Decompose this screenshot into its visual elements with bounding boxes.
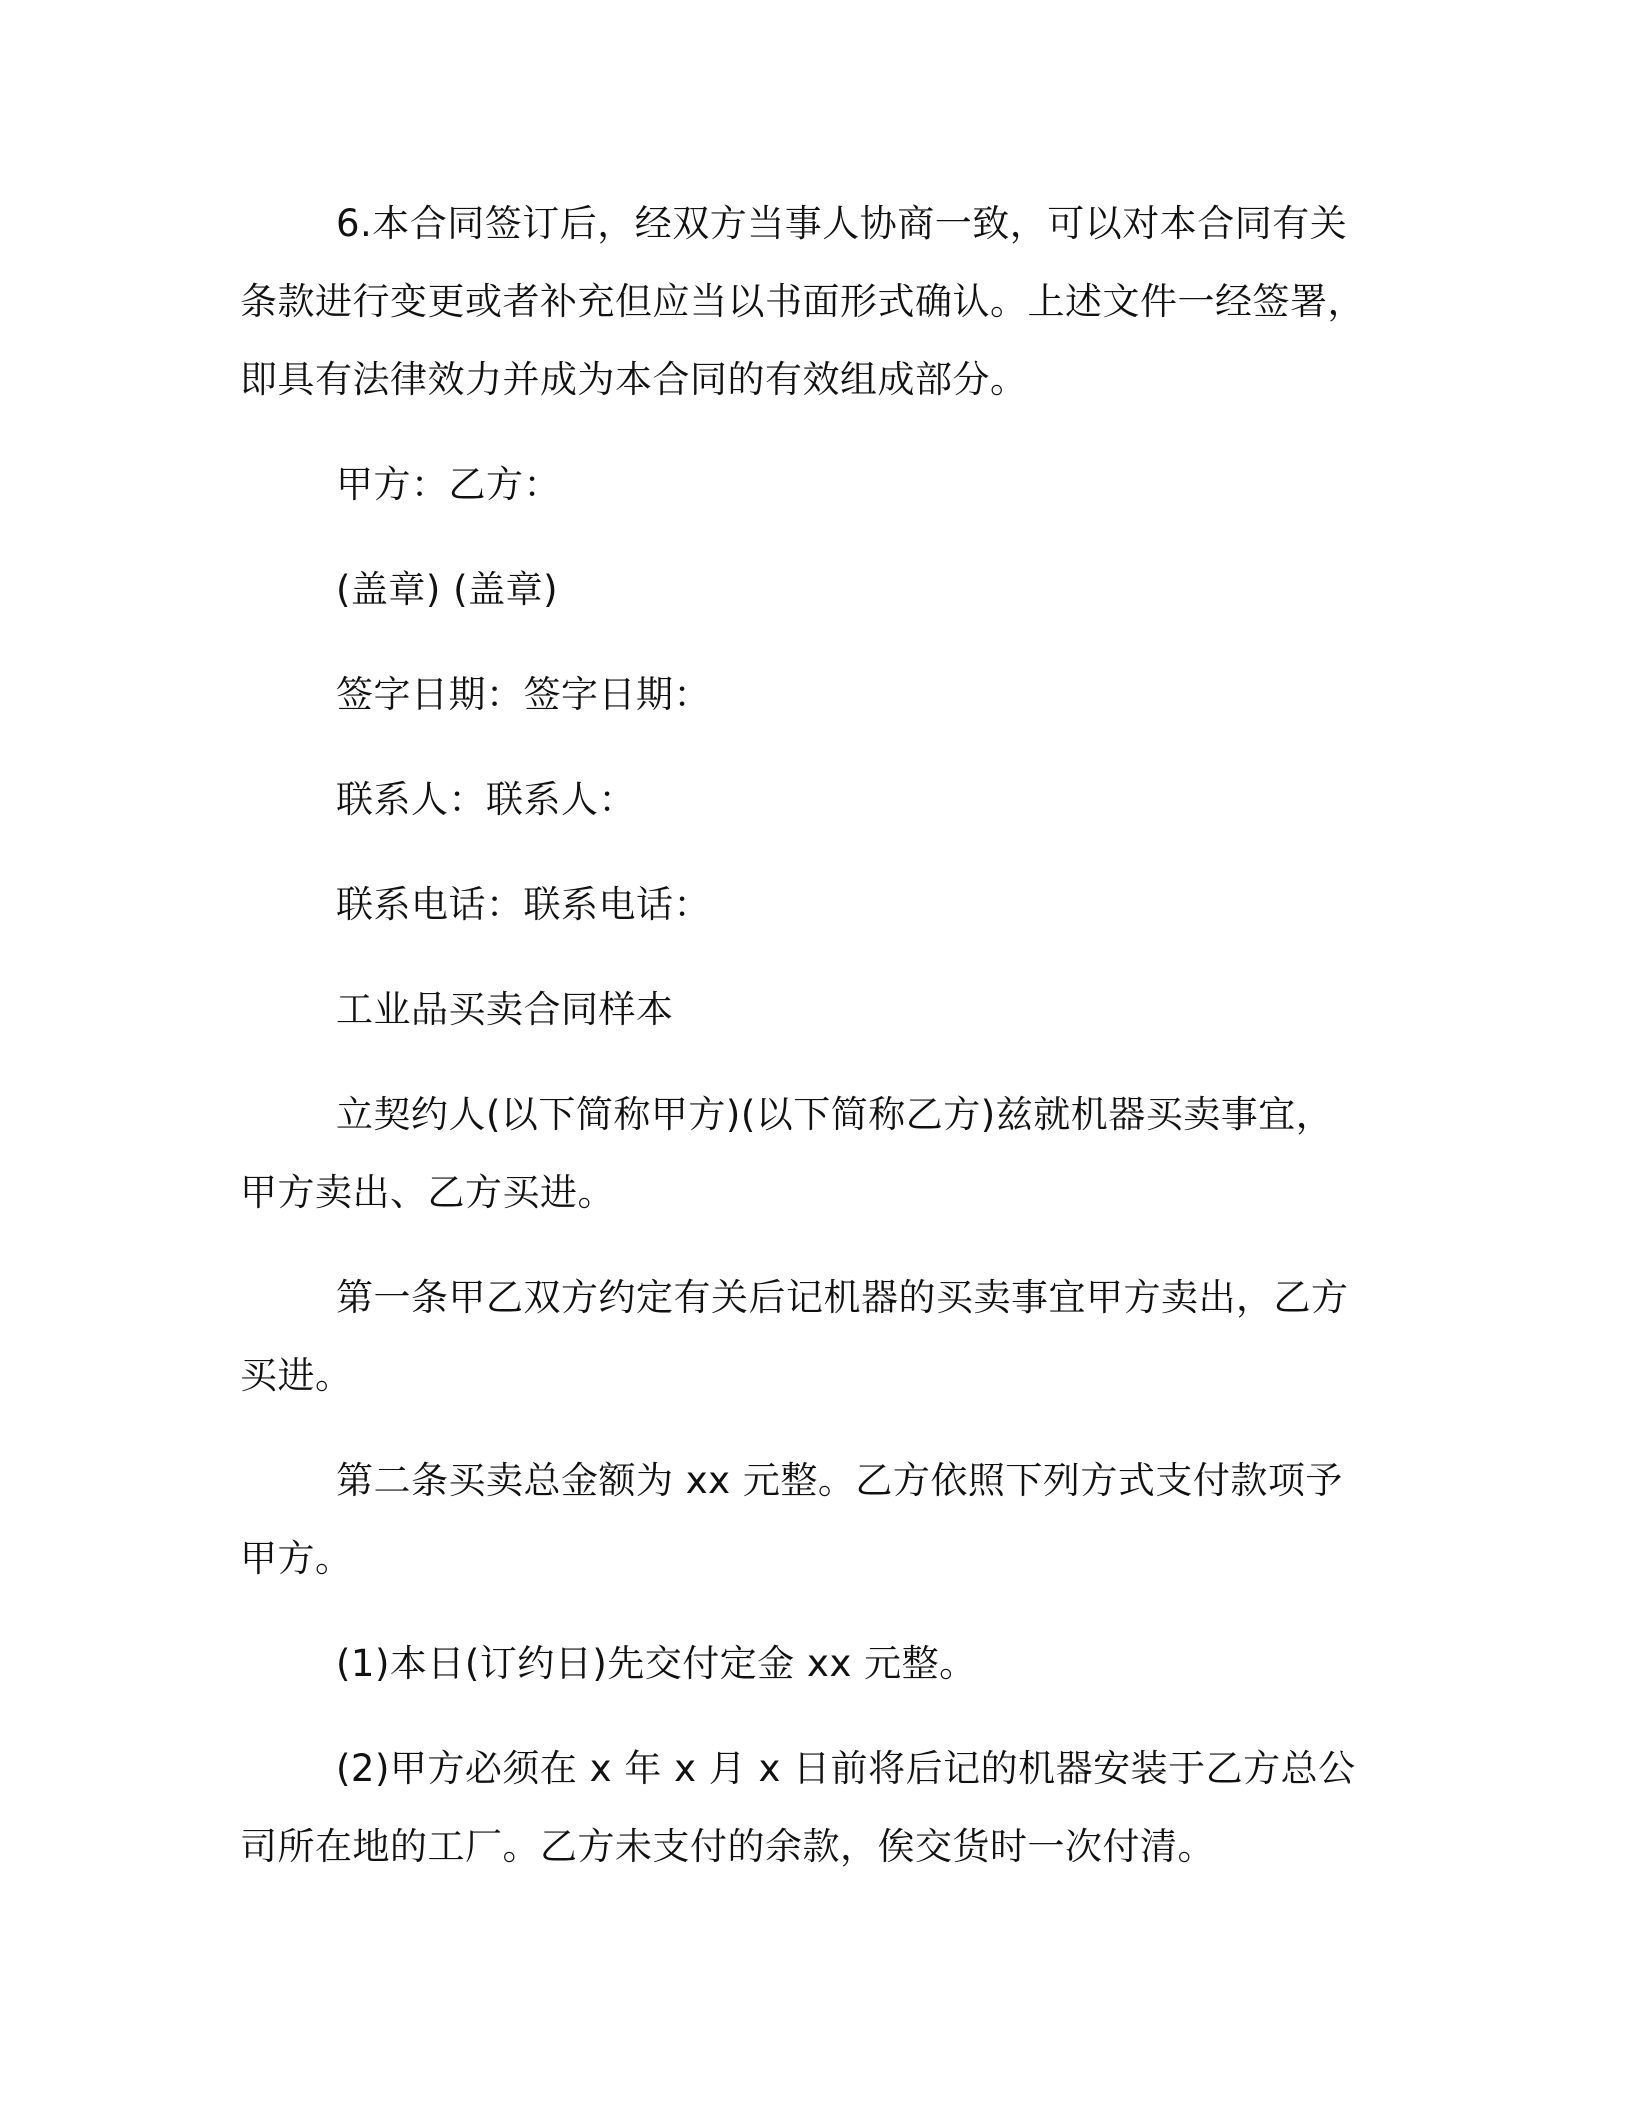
payment-item-2: (2)甲方必须在 x 年 x 月 x 日前将后记的机器安装于乙方总公司所在地的工厂。乙方未支付的余款，俟交货时一次付清。 <box>240 1747 1356 1868</box>
signing-date-line: 签字日期：签字日期： <box>336 673 711 716</box>
party-names-line: 甲方：乙方： <box>336 463 561 506</box>
payment-item-1: (1)本日(订约日)先交付定金 xx 元整。 <box>336 1642 977 1685</box>
preamble-paragraph: 立契约人(以下简称甲方)(以下简称乙方)兹就机器买卖事宜，甲方卖出、乙方买进。 <box>240 1093 1334 1214</box>
contact-phone-line: 联系电话：联系电话： <box>336 883 711 926</box>
article-2-paragraph: 第二条买卖总金额为 xx 元整。乙方依照下列方式支付款项予甲方。 <box>240 1459 1343 1580</box>
article-1-paragraph: 第一条甲乙双方约定有关后记机器的买卖事宜甲方卖出，乙方买进。 <box>240 1276 1349 1397</box>
contract-title: 工业品买卖合同样本 <box>336 988 674 1031</box>
clause-6-paragraph: 6.本合同签订后，经双方当事人协商一致，可以对本合同有关条款进行变更或者补充但应当以书面形式确认。上述文件一经签署，即具有法律效力并成为本合同的有效组成部分。 <box>240 202 1365 401</box>
document-body <box>240 185 1370 1912</box>
contact-person-line: 联系人：联系人： <box>336 778 636 821</box>
seal-line: (盖章) (盖章) <box>336 568 559 611</box>
